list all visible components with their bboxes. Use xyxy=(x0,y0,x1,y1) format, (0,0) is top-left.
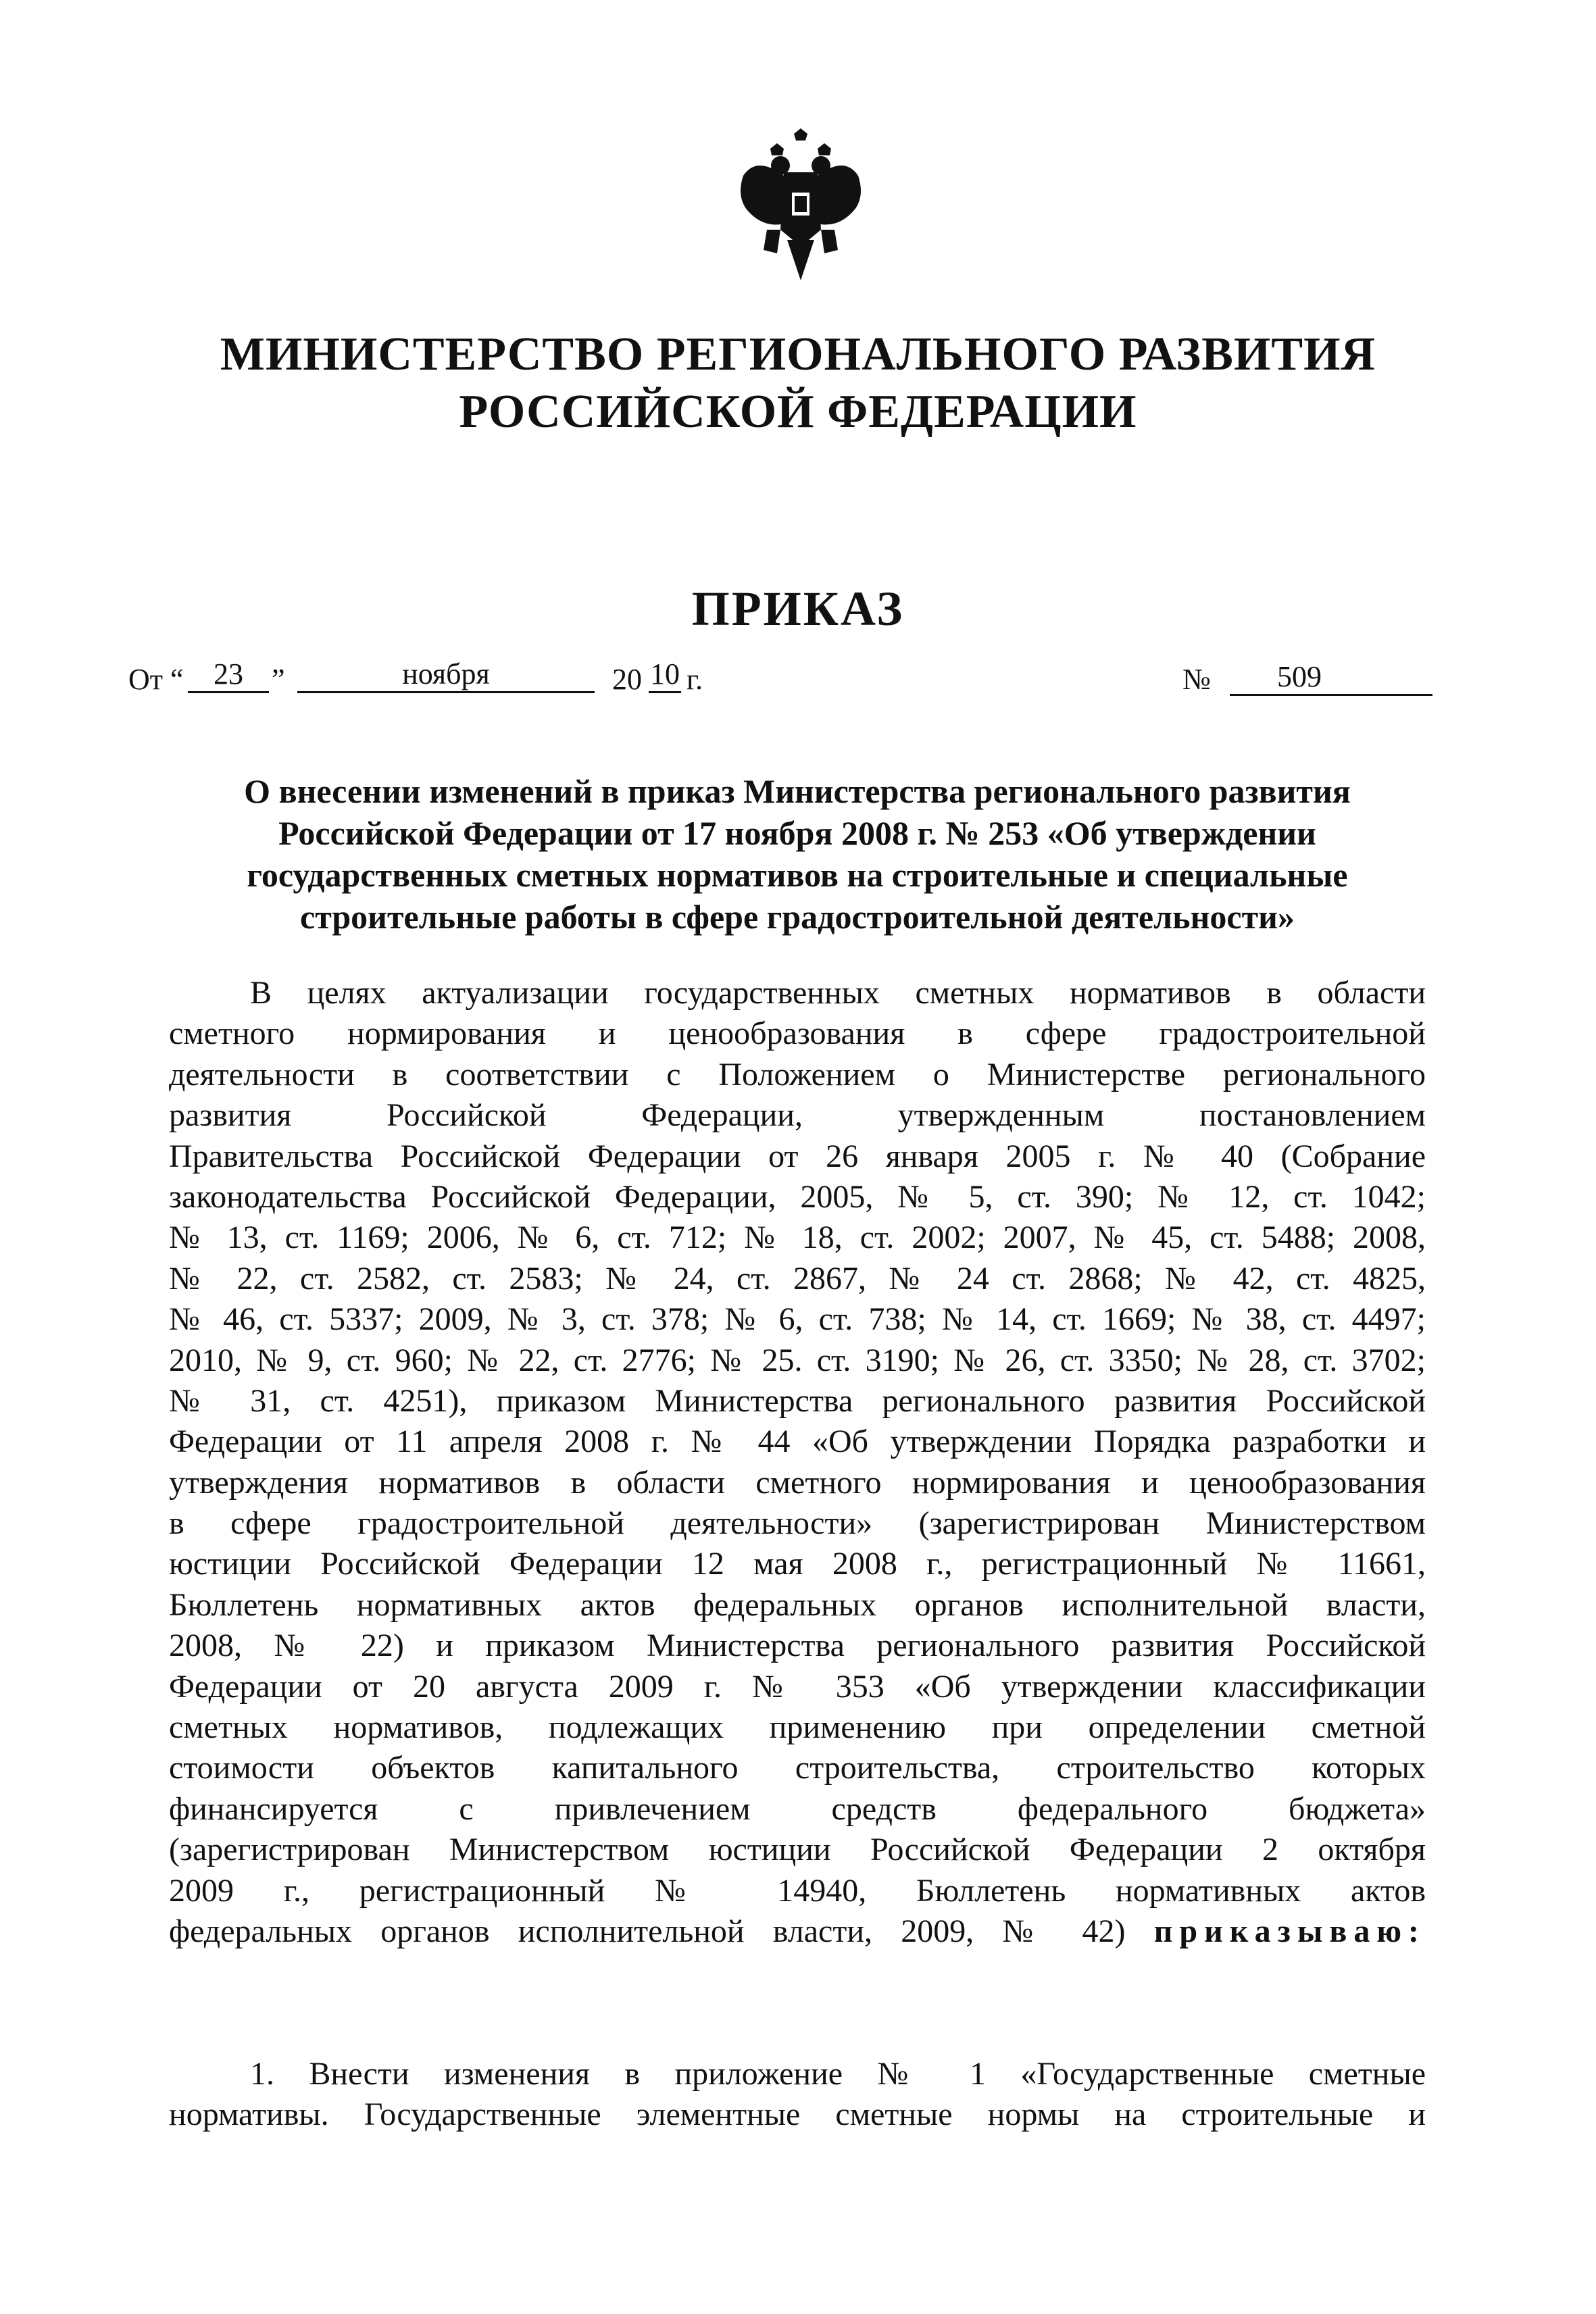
text-line: Правительства Российской Федерации от 26 января 2005 г. № 40 (Собрание xyxy=(169,1138,1426,1174)
text-line: законодательства Российской Федерации, 2005, № 5, ст. 390; № 12, ст. 1042; xyxy=(169,1178,1426,1215)
date-year-prefix: 20 xyxy=(612,663,642,696)
text-line: юстиции Российской Федерации 12 мая 2008 г., регистрационный № 11661, xyxy=(169,1546,1426,1582)
text-line: (зарегистрирован Министерством юстиции Российской Федерации 2 октября xyxy=(169,1832,1426,1868)
order-number: 509 xyxy=(1230,659,1432,696)
text-line: стоимости объектов капитального строительства, строительство которых xyxy=(169,1750,1426,1786)
subject-line: строительные работы в сфере градостроительной деятельности» xyxy=(300,898,1295,936)
text-line: 1. Внести изменения в приложение № 1 «Государственные сметные xyxy=(250,2056,1426,2092)
date-day: 23 xyxy=(188,657,269,693)
text-line: развития Российской Федерации, утвержденным постановлением xyxy=(169,1097,1426,1134)
text-line: В целях актуализации государственных сметных нормативов в области xyxy=(250,975,1426,1011)
text-line: № 13, ст. 1169; 2006, № 6, ст. 712; № 18, ст. 2002; 2007, № 45, ст. 5488; 2008, xyxy=(169,1219,1426,1256)
text-line: сметных нормативов, подлежащих применению при определении сметной xyxy=(169,1709,1426,1746)
text-line: № 46, ст. 5337; 2009, № 3, ст. 378; № 6, ст. 738; № 14, ст. 1669; № 38, ст. 4497; xyxy=(169,1301,1426,1338)
text-line: Бюллетень нормативных актов федеральных органов исполнительной власти, xyxy=(169,1586,1426,1623)
coat-of-arms-emblem xyxy=(730,128,872,284)
text-line: сметного нормирования и ценообразования в сфере градостроительной xyxy=(169,1015,1426,1052)
date-close-quote: ” xyxy=(272,663,285,696)
date-number-line xyxy=(128,657,1432,709)
date-year-mark: г. xyxy=(687,663,703,696)
text-line: № 31, ст. 4251), приказом Министерства регионального развития Российской xyxy=(169,1382,1426,1419)
date-month: ноября xyxy=(297,657,595,693)
text-line: утверждения нормативов в области сметного нормирования и ценообразования xyxy=(169,1464,1426,1501)
document-subject xyxy=(155,770,1439,938)
date-prefix: От xyxy=(128,663,164,696)
date-year-suffix: 10 xyxy=(649,657,681,693)
text-line-final xyxy=(169,1911,1426,1952)
text-line: Федерации от 11 апреля 2008 г. № 44 «Об утверждении Порядка разработки и xyxy=(169,1424,1426,1460)
order-word: приказываю: xyxy=(1153,1913,1426,1949)
text-line: нормативы. Государственные элементные сметные нормы на строительные и xyxy=(169,2096,1426,2133)
preamble-final-text: федеральных органов исполнительной власти, 2009, № 42) xyxy=(169,1913,1126,1949)
text-line: финансируется с привлечением средств федерального бюджета» xyxy=(169,1790,1426,1827)
document-type-title: ПРИКАЗ xyxy=(691,582,905,636)
ministry-name-line2: РОССИЙСКОЙ ФЕДЕРАЦИИ xyxy=(459,386,1137,438)
subject-line: О внесении изменений в приказ Министерства регионального развития xyxy=(244,772,1351,810)
text-line: в сфере градостроительной деятельности» (зарегистрирован Министерством xyxy=(169,1505,1426,1542)
text-line: 2009 г., регистрационный № 14940, Бюллетень нормативных актов xyxy=(169,1872,1426,1909)
ministry-name-line1: МИНИСТЕРСТВО РЕГИОНАЛЬНОГО РАЗВИТИЯ xyxy=(220,328,1376,380)
item-1-paragraph xyxy=(169,2054,1426,2136)
text-line: 2008, № 22) и приказом Министерства регионального развития Российской xyxy=(169,1628,1426,1664)
subject-line: государственных сметных нормативов на строительные и специальные xyxy=(247,856,1348,894)
text-line: Федерации от 20 августа 2009 г. № 353 «Об утверждении классификации xyxy=(169,1668,1426,1705)
text-line: деятельности в соответствии с Положением о Министерстве регионального xyxy=(169,1056,1426,1092)
text-line: 2010, № 9, ст. 960; № 22, ст. 2776; № 25. ст. 3190; № 26, ст. 3350; № 28, ст. 3702; xyxy=(169,1342,1426,1378)
date-open-quote: “ xyxy=(170,663,184,696)
text-line: № 22, ст. 2582, ст. 2583; № 24, ст. 2867, № 24 ст. 2868; № 42, ст. 4825, xyxy=(169,1260,1426,1297)
subject-line: Российской Федерации от 17 ноября 2008 г. № 253 «Об утверждении xyxy=(278,814,1316,852)
order-number-label: № xyxy=(1182,663,1211,696)
preamble-paragraph xyxy=(169,973,1426,1952)
